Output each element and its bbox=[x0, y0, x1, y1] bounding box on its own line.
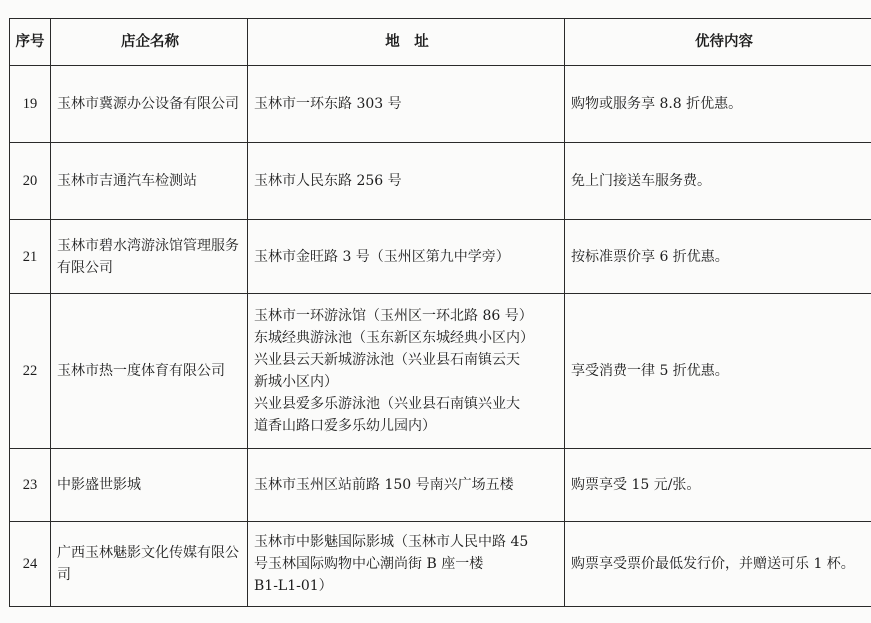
merchant-name: 玉林市热一度体育有限公司 bbox=[57, 363, 225, 379]
address-line: 玉林市一环东路 303 号 bbox=[254, 96, 402, 112]
header-address: 地 址 bbox=[248, 19, 565, 66]
offer-text: 购票享受 15 元/张。 bbox=[571, 477, 701, 493]
address-line: 玉林市金旺路 3 号（玉州区第九中学旁） bbox=[254, 248, 510, 265]
row-number: 22 bbox=[22, 363, 38, 379]
header-offer: 优待内容 bbox=[565, 19, 871, 66]
offer-text: 按标准票价享 6 折优惠。 bbox=[571, 248, 729, 265]
merchant-name: 中影盛世影城 bbox=[57, 477, 141, 493]
discount-merchant-table bbox=[9, 18, 871, 607]
address-line: 新城小区内） bbox=[254, 374, 338, 390]
table-row bbox=[10, 66, 871, 143]
address-line: 东城经典游泳池（玉东新区东城经典小区内） bbox=[254, 330, 534, 346]
row-number: 23 bbox=[22, 477, 38, 493]
address-line: 玉林市玉州区站前路 150 号南兴广场五楼 bbox=[254, 477, 514, 493]
table-header-row bbox=[10, 19, 871, 66]
offer-text: 享受消费一律 5 折优惠。 bbox=[571, 363, 729, 379]
row-number: 24 bbox=[22, 556, 38, 572]
address-line: 玉林市人民东路 256 号 bbox=[254, 173, 402, 189]
table-row bbox=[10, 294, 871, 449]
address-line: 玉林市一环游泳馆（玉州区一环北路 86 号） bbox=[254, 308, 533, 324]
table-row bbox=[10, 449, 871, 522]
row-number: 19 bbox=[22, 96, 38, 112]
offer-text: 购物或服务享 8.8 折优惠。 bbox=[571, 96, 743, 112]
address-line: 玉林市中影魅国际影城（玉林市人民中路 45 bbox=[254, 534, 529, 550]
address-line: 道香山路口爱多乐幼儿园内） bbox=[254, 418, 436, 434]
table-row bbox=[10, 220, 871, 294]
address-line: B1-L1-01） bbox=[254, 578, 333, 594]
merchant-name: 玉林市冀源办公设备有限公司 bbox=[57, 96, 239, 112]
table-row bbox=[10, 143, 871, 220]
merchant-name: 广西玉林魅影文化传媒有限公司 bbox=[57, 545, 239, 583]
row-number: 21 bbox=[22, 248, 38, 265]
row-number: 20 bbox=[22, 173, 38, 189]
offer-text: 免上门接送车服务费。 bbox=[571, 173, 711, 189]
header-name: 店企名称 bbox=[51, 19, 248, 66]
address-line: 号玉林国际购物中心潮尚街 B 座一楼 bbox=[254, 556, 484, 572]
table-row bbox=[10, 522, 871, 607]
address-line: 兴业县云天新城游泳池（兴业县石南镇云天 bbox=[254, 352, 520, 368]
merchant-name: 玉林市吉通汽车检测站 bbox=[57, 173, 197, 189]
merchant-name: 玉林市碧水湾游泳馆管理服务有限公司 bbox=[57, 237, 239, 276]
header-no: 序号 bbox=[10, 19, 51, 66]
address-line: 兴业县爱多乐游泳池（兴业县石南镇兴业大 bbox=[254, 396, 520, 412]
offer-text: 购票享受票价最低发行价，并赠送可乐 1 杯。 bbox=[571, 556, 855, 572]
